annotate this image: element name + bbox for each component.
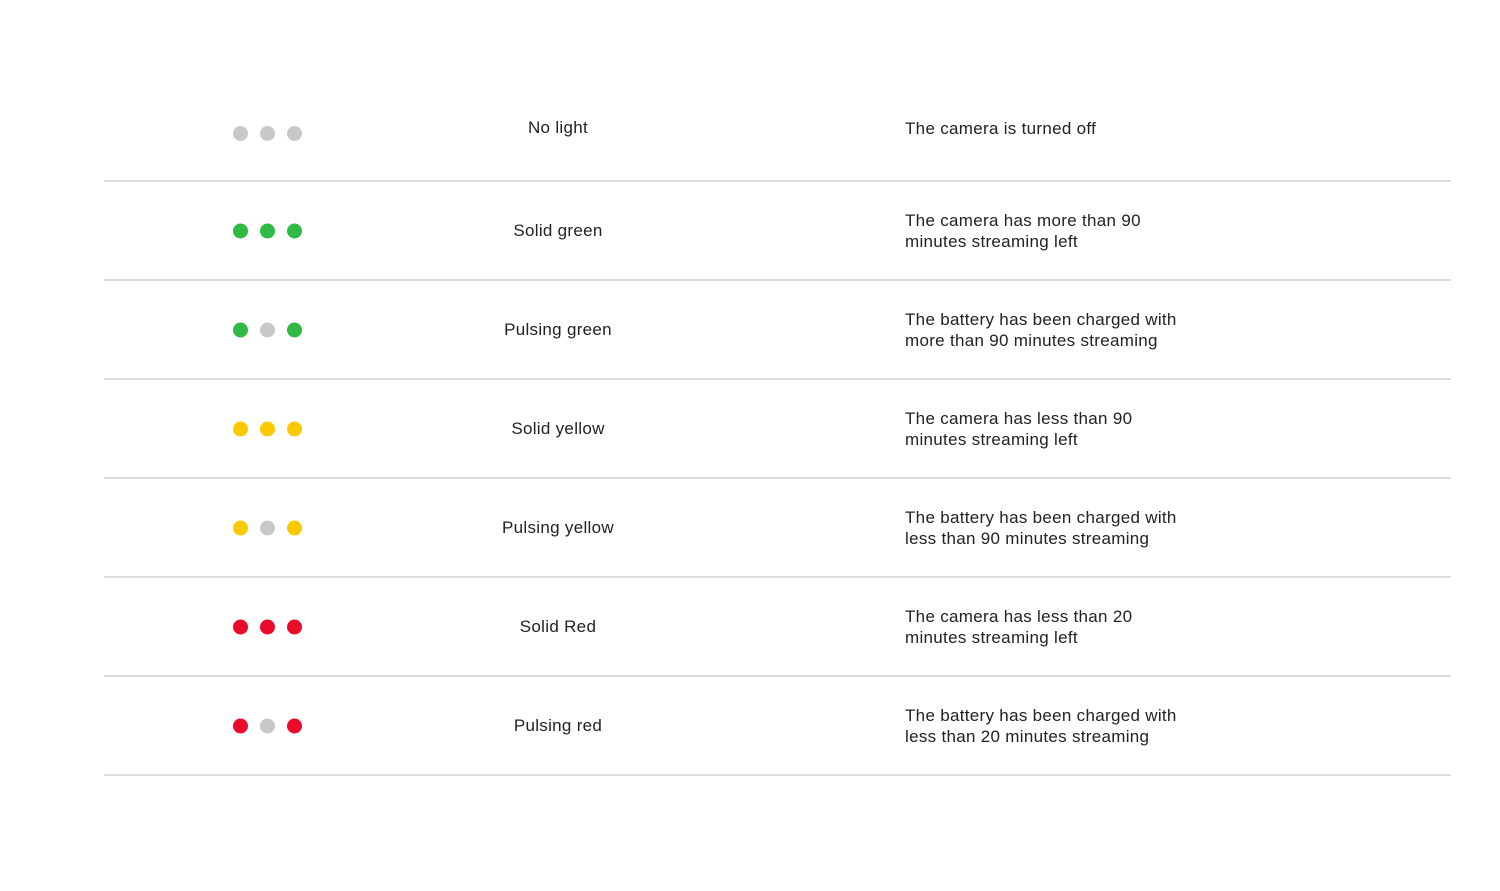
status-row: [104, 182, 1451, 281]
led-dot-icon: [287, 619, 302, 634]
led-dot-icon: [233, 520, 248, 535]
led-state-label: Pulsing green: [504, 319, 612, 339]
description-line: The camera has more than 90: [905, 210, 1141, 230]
led-state-label: Solid green: [513, 220, 603, 240]
led-indicator: [233, 126, 302, 141]
led-state-description: [905, 606, 1235, 648]
led-dot-icon: [260, 520, 275, 535]
led-dot-icon: [260, 421, 275, 436]
description-line: The battery has been charged with: [905, 507, 1177, 527]
led-dot-icon: [287, 223, 302, 238]
led-state-description: [905, 705, 1235, 747]
led-dot-icon: [233, 126, 248, 141]
led-dot-icon: [287, 126, 302, 141]
description-line: minutes streaming left: [905, 429, 1078, 449]
description-line: less than 20 minutes streaming: [905, 726, 1150, 746]
led-dot-icon: [233, 619, 248, 634]
led-dot-icon: [233, 421, 248, 436]
status-row: [104, 578, 1451, 677]
led-dot-icon: [233, 322, 248, 337]
led-dot-icon: [287, 421, 302, 436]
led-indicator: [233, 322, 302, 337]
led-state-description: [905, 408, 1235, 450]
led-dot-icon: [260, 223, 275, 238]
description-line: minutes streaming left: [905, 231, 1078, 251]
description-line: The camera has less than 90: [905, 408, 1133, 428]
led-indicator: [233, 223, 302, 238]
description-line: more than 90 minutes streaming: [905, 330, 1158, 350]
led-state-label: Pulsing yellow: [502, 517, 614, 537]
led-state-description: [905, 309, 1235, 351]
led-dot-icon: [287, 520, 302, 535]
led-state-label: Solid yellow: [511, 418, 605, 438]
led-indicator: [233, 619, 302, 634]
led-state-label: No light: [527, 118, 589, 137]
description-line: The camera has less than 20: [905, 606, 1133, 626]
led-dot-icon: [260, 126, 275, 141]
led-dot-icon: [233, 223, 248, 238]
status-row: [104, 281, 1451, 380]
led-dot-icon: [287, 322, 302, 337]
led-state-description: [905, 507, 1235, 549]
description-line: The battery has been charged with: [905, 705, 1177, 725]
led-indicator: [233, 718, 302, 733]
led-state-label: Solid Red: [519, 616, 597, 636]
led-status-table: [104, 78, 1451, 776]
status-row: [104, 78, 1451, 182]
description-line: The camera is turned off: [905, 119, 1097, 138]
led-dot-icon: [260, 619, 275, 634]
status-row: [104, 479, 1451, 578]
led-state-description: [905, 210, 1235, 252]
led-indicator: [233, 520, 302, 535]
description-line: The battery has been charged with: [905, 309, 1177, 329]
status-row: [104, 677, 1451, 776]
description-line: minutes streaming left: [905, 627, 1078, 647]
led-dot-icon: [260, 718, 275, 733]
led-state-description: [905, 118, 1235, 139]
led-dot-icon: [287, 718, 302, 733]
led-indicator: [233, 421, 302, 436]
status-row: [104, 380, 1451, 479]
led-dot-icon: [260, 322, 275, 337]
led-dot-icon: [233, 718, 248, 733]
led-state-label: Pulsing red: [513, 715, 603, 735]
description-line: less than 90 minutes streaming: [905, 528, 1150, 548]
